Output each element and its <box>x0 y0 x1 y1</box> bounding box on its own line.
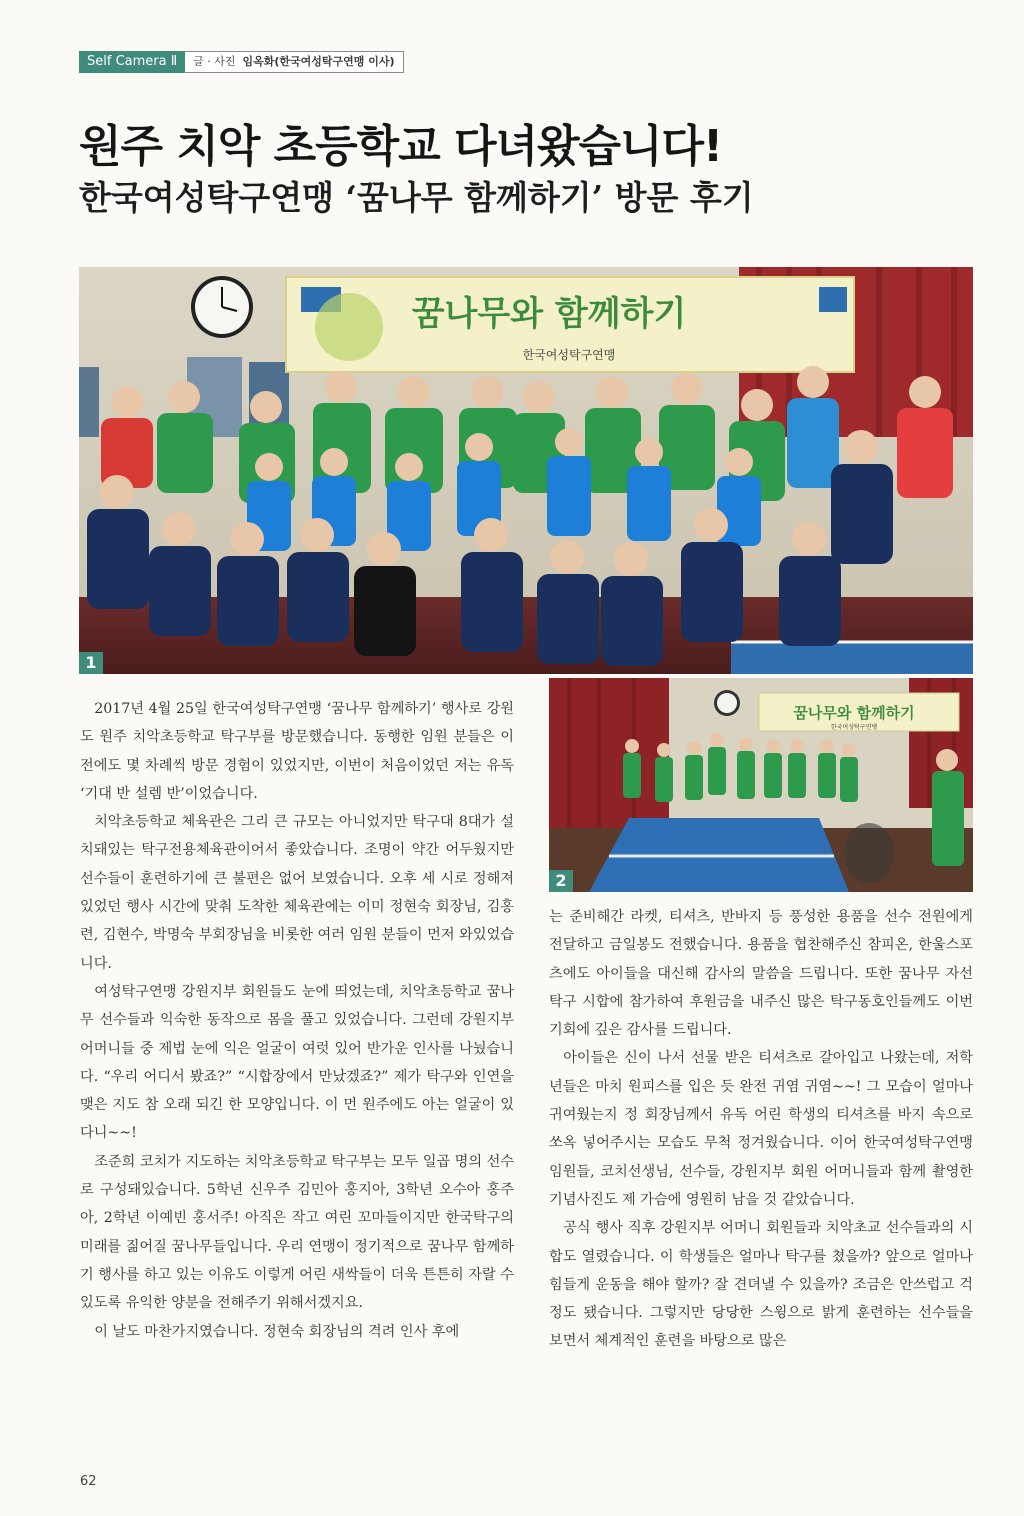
paragraph: 는 준비해간 라켓, 티셔츠, 반바지 등 풍성한 용품을 선수 전원에게 전달하고 금일봉도 전했습니다. 용품을 협찬해주신 참피온, 한울스포츠에도 아이들을 대신해 감사의 말씀을 드립니다. 또한 꿈나무 자선 탁구 시합에 참가하여 후원금을 내주신 많은 탁구동호인들께도 이번 기회에 깊은 감사를 드립니다. <box>549 909 973 1039</box>
page-number: 62 <box>80 1474 97 1489</box>
credit-author: 임옥화(한국여성탁구연맹 이사) <box>242 55 395 68</box>
credit-prefix: 글 · 사진 <box>193 55 236 68</box>
photo-number: 1 <box>79 652 103 674</box>
group-photo-image <box>79 267 973 674</box>
group-photo <box>79 267 973 674</box>
banner-sub: 한국여성탁구연맹 <box>830 724 878 731</box>
paragraph: 2017년 4월 25일 한국여성탁구연맹 ‘꿈나무 함께하기’ 행사로 강원도 원주 치악초등학교 탁구부를 방문했습니다. 동행한 임원 분들은 이전에도 몇 차례씩 방문 경험이 있었지만, 이번이 처음이었던 저는 유독 ‘기대 반 설렘 반’이었습니다. <box>80 701 514 802</box>
photo-number: 2 <box>549 870 573 892</box>
article-subtitle: 한국여성탁구연맹 ‘꿈나무 함께하기’ 방문 후기 <box>79 178 754 217</box>
section-tag: Self Camera Ⅱ <box>79 51 185 73</box>
paragraph: 여성탁구연맹 강원지부 회원들도 눈에 띄었는데, 치악초등학교 꿈나무 선수들과 익숙한 동작으로 몸을 풀고 있었습니다. 그런데 강원지부 어머니들 중 제법 눈에 익은 얼굴이 여럿 있어 반가운 인사를 나눴습니다. “우리 어디서 봤죠?” “시합장에서 만났겠죠?” 제가 탁구와 인연을 맺은 지도 참 오래 되긴 한 모양입니다. 이 먼 원주에도 아는 얼굴이 있다니~~! <box>80 983 514 1142</box>
wall-clock-icon <box>191 276 253 338</box>
author-credit <box>185 51 403 73</box>
banner-text: 꿈나무와 함께하기 <box>793 704 915 722</box>
article-body-right <box>549 903 973 1356</box>
paragraph: 아이들은 신이 나서 선물 받은 티셔츠로 갈아입고 나왔는데, 저학년들은 마치 원피스를 입은 듯 완전 귀염 귀염~~! 그 모습이 얼마나 귀여웠는지 정 회장님께서 유독 어린 학생의 티셔츠를 바지 속으로 쏘옥 넣어주시는 모습도 무척 정겨웠습니다. 이어 한국여성탁구연맹 임원들, 코치선생님, 선수들, 강원지부 회원 어머니들과 함께 촬영한 기념사진도 제 가슴에 영원히 남을 것 같았습니다. <box>549 1050 973 1208</box>
article-title: 원주 치악 초등학교 다녀왔습니다! <box>79 121 723 172</box>
banner-sub: 한국여성탁구연맹 <box>522 348 616 362</box>
paragraph: 이 날도 마찬가지였습니다. 정현숙 회장님의 격려 인사 후에 <box>94 1323 460 1340</box>
paragraph: 공식 행사 직후 강원지부 어머니 회원들과 치악초교 선수들과의 시합도 열렸습니다. 이 학생들은 얼마나 탁구를 쳤을까? 앞으로 얼마나 힘들게 운동을 해야 할까? 잘 견뎌낼 수 있을까? 조금은 안쓰럽고 걱정도 됐습니다. 그렇지만 당당한 스윙으로 밝게 훈련하는 선수들을 보면서 체계적인 훈련을 바탕으로 많은 <box>549 1220 973 1350</box>
paragraph: 조준희 코치가 지도하는 치악초등학교 탁구부는 모두 일곱 명의 선수로 구성돼있습니다. 5학년 신우주 김민아 홍지아, 3학년 오수아 홍주아, 2학년 이예빈 홍서주! 아직은 작고 여린 꼬마들이지만 한국탁구의 미래를 짊어질 꿈나무들입니다. 우리 연맹이 정기적으로 꿈나무 함께하기 행사를 하고 있는 이유도 이렇게 어린 새싹들이 더욱 튼튼히 자랄 수 있도록 유익한 양분을 전해주기 위해서겠지요. <box>80 1153 515 1312</box>
gym-photo <box>549 678 973 892</box>
article-body-left <box>80 695 514 1346</box>
clock-icon <box>714 690 740 716</box>
banner-text: 꿈나무와 함께하기 <box>411 294 687 334</box>
gym-photo-image <box>549 678 973 892</box>
paragraph: 치악초등학교 체육관은 그리 큰 규모는 아니었지만 탁구대 8대가 설치돼있는 탁구전용체육관이어서 좋았습니다. 조명이 약간 어두웠지만 선수들이 훈련하기에 큰 불편은 없어 보였습니다. 오후 세 시로 정해져 있었던 행사 시간에 맞춰 도착한 체육관에는 이미 정현숙 회장님, 김홍련, 김현수, 박명숙 부회장님을 비롯한 여러 임원 분들이 먼저 와있었습니다. <box>80 814 514 972</box>
section-header <box>79 51 404 73</box>
